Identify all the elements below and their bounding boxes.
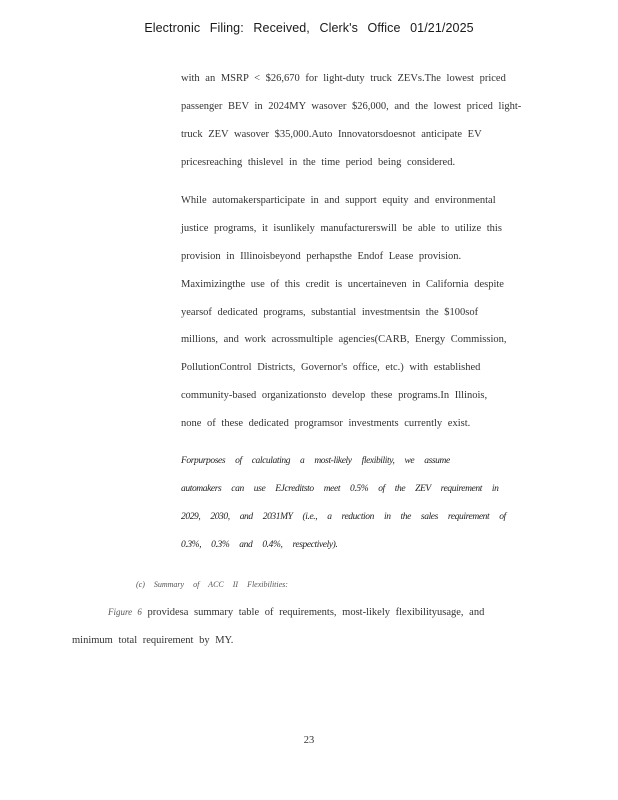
- text-line: PollutionControl Districts, Governor's office, etc.) with established: [181, 362, 481, 373]
- text-line: yearsof dedicated programs, substantial investmentsin the $100sof: [181, 307, 479, 318]
- figure-reference-text: providesa summary table of requirements, most-likely flexibilityusage, and: [141, 607, 485, 618]
- text-line: justice programs, it isunlikely manufacturerswill be able to utilize this: [181, 223, 502, 234]
- italic-text-line: 0.3%, 0.3% and 0.4%, respectively).: [181, 540, 338, 550]
- page-number: 23: [303, 735, 315, 746]
- text-line: While automakersparticipate in and support equity and environmental: [181, 195, 496, 206]
- section-caption: (c) Summary of ACC II Flexibilities:: [136, 580, 288, 589]
- text-line: passenger BEV in 2024MY wasover $26,000, and the lowest priced light-: [181, 101, 522, 112]
- text-line: millions, and work acrossmultiple agencies(CARB, Energy Commission,: [181, 334, 507, 345]
- figure-reference-line-2: minimum total requirement by MY.: [72, 635, 234, 646]
- figure-reference-line: [108, 607, 484, 618]
- text-line: Maximizingthe use of this credit is uncertaineven in California despite: [181, 279, 504, 290]
- text-line: with an MSRP < $26,670 for light-duty truck ZEVs.The lowest priced: [181, 73, 506, 84]
- text-line: community-based organizationsto develop these programs.In Illinois,: [181, 390, 488, 401]
- text-line: none of these dedicated programsor investments currently exist.: [181, 418, 471, 429]
- italic-text-line: 2029, 2030, and 2031MY (i.e., a reduction in the sales requirement of: [181, 512, 506, 522]
- filing-stamp-header: Electronic Filing: Received, Clerk's Office 01/21/2025: [144, 21, 474, 35]
- figure-label: Figure 6: [108, 607, 142, 617]
- text-line: truck ZEV wasover $35,000.Auto Innovatorsdoesnot anticipate EV: [181, 129, 482, 140]
- italic-text-line: Forpurposes of calculating a most-likely flexibility, we assume: [181, 456, 450, 466]
- italic-text-line: automakers can use EJcreditsto meet 0.5% of the ZEV requirement in: [181, 484, 499, 494]
- text-line: pricesreaching thislevel in the time period being considered.: [181, 157, 456, 168]
- text-line: provision in Illinoisbeyond perhapsthe Endof Lease provision.: [181, 251, 462, 262]
